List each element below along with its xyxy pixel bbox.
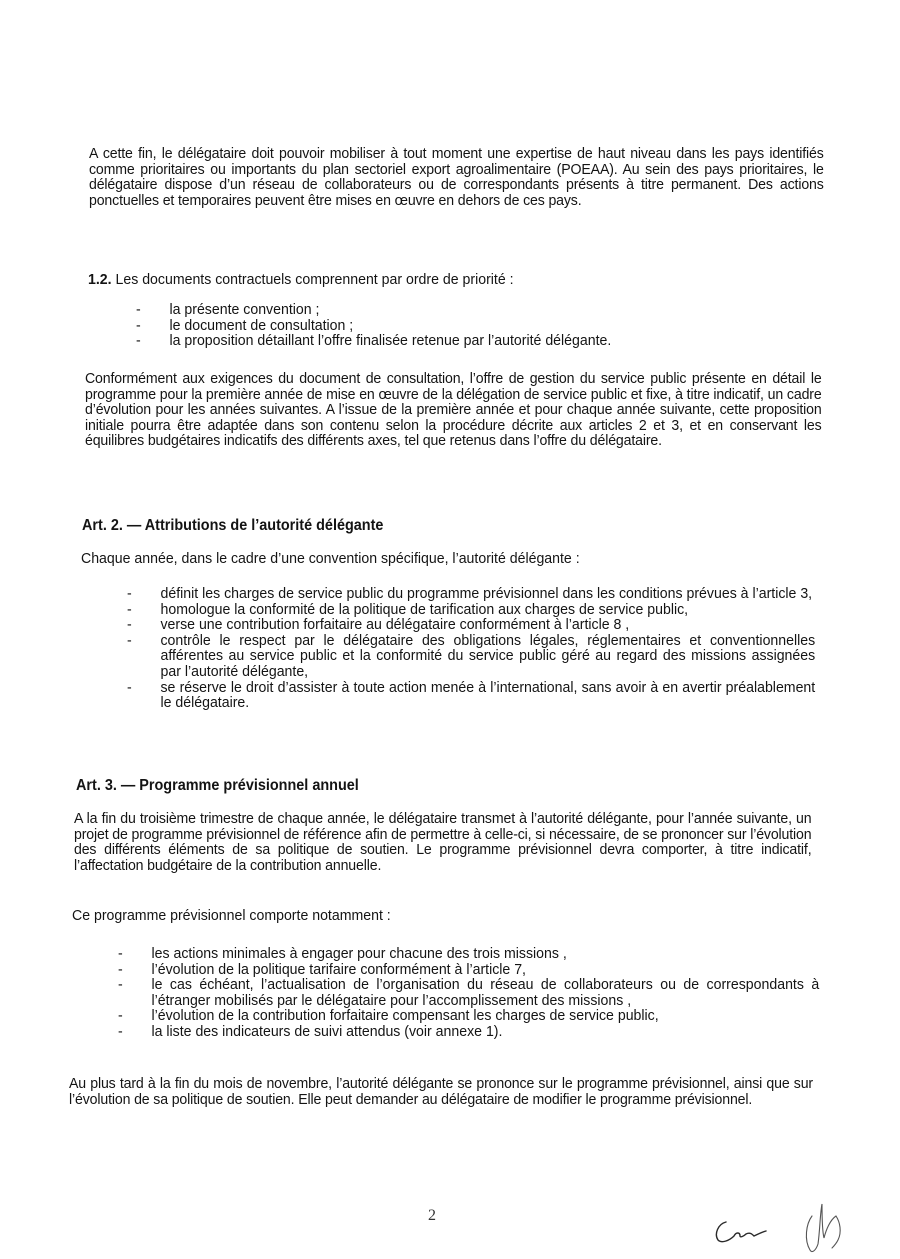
bullet-dash: - xyxy=(127,585,132,602)
list-item-text: verse une contribution forfaitaire au délégataire conformément à l’article 8 , xyxy=(160,616,630,634)
contract-documents-list xyxy=(136,302,852,349)
article-2-lead: Chaque année, dans le cadre d’une convention spécifique, l’autorité délégante : xyxy=(81,550,580,567)
list-item xyxy=(127,602,815,618)
bullet-dash: - xyxy=(127,631,132,649)
section-1-2-lead-text: Les documents contractuels comprennent par ordre de priorité : xyxy=(111,271,514,288)
article-3-paragraph-2 xyxy=(69,1076,813,1107)
page-number: 2 xyxy=(428,1207,436,1224)
bullet-dash: - xyxy=(118,976,123,994)
list-item xyxy=(118,977,819,1008)
list-item-text: la liste des indicateurs de suivi attendus (voir annexe 1). xyxy=(151,1022,503,1040)
list-item-text: l’évolution de la contribution forfaitaire compensant les charges de service public, xyxy=(151,1007,659,1025)
list-item xyxy=(118,1024,819,1040)
bullet-dash: - xyxy=(127,600,132,618)
bullet-dash: - xyxy=(136,316,141,334)
list-item xyxy=(127,680,815,711)
bullet-dash: - xyxy=(118,945,123,962)
bullet-dash: - xyxy=(127,678,132,696)
list-item-text: la proposition détaillant l’offre finalisée retenue par l’autorité délégante. xyxy=(169,332,612,350)
list-item xyxy=(118,946,819,962)
bullet-dash: - xyxy=(136,332,141,350)
section-1-2-paragraph xyxy=(85,371,822,449)
article-3-paragraph-1 xyxy=(74,811,811,873)
bullet-dash: - xyxy=(118,1022,123,1040)
initials-stroke xyxy=(716,1222,766,1242)
article-2-list xyxy=(127,586,815,711)
article-3-paragraph-2-text: Au plus tard à la fin du mois de novembre, l’autorité délégante se prononce sur le programme prévisionnel, ainsi que sur l’évolution de sa politique de soutien. Elle peut demander au délégataire de modifier le programme prévisionnel. xyxy=(69,1075,813,1108)
bullet-dash: - xyxy=(118,960,123,978)
list-item-text: définit les charges de service public du programme prévisionnel dans les conditions prévues à l’article 3, xyxy=(160,585,813,602)
list-item xyxy=(136,318,852,334)
list-item-text: le cas échéant, l’actualisation de l’organisation du réseau de collaborateurs ou de correspondants à l’étranger mobilisés par le délégataire pour l’accomplissement des missions , xyxy=(151,976,820,1009)
article-3-paragraph-1-text: A la fin du troisième trimestre de chaque année, le délégataire transmet à l’autorité délégante, pour l’année suivante, un projet de programme prévisionnel de référence afin de permettre à celle-ci, si nécessaire, de se prononcer sur l’évolution des différents éléments de sa politique de soutien. Le programme prévisionnel devra comporter, à titre indicatif, l’affectation budgétaire de la contribution annuelle. xyxy=(74,810,812,874)
list-item-text: l’évolution de la politique tarifaire conformément à l’article 7, xyxy=(151,960,526,978)
list-item xyxy=(118,1008,819,1024)
intro-paragraph xyxy=(89,146,824,208)
list-item-text: la présente convention ; xyxy=(169,301,320,318)
article-3-heading: Art. 3. — Programme prévisionnel annuel xyxy=(76,777,359,794)
article-3-lead: Ce programme prévisionnel comporte notamment : xyxy=(72,907,391,924)
bullet-dash: - xyxy=(118,1007,123,1025)
section-1-2-number: 1.2. xyxy=(88,271,112,288)
list-item-text: se réserve le droit d’assister à toute action menée à l’international, sans avoir à en avertir préalablement le délégataire. xyxy=(160,678,816,712)
article-2-heading: Art. 2. — Attributions de l’autorité délégante xyxy=(82,517,384,534)
initials-signature-2 xyxy=(800,1200,860,1255)
list-item xyxy=(118,962,819,978)
initials-stroke xyxy=(806,1204,840,1252)
list-item-text: homologue la conformité de la politique de tarification aux charges de service public, xyxy=(160,600,689,618)
list-item xyxy=(127,633,815,680)
intro-paragraph-text: A cette fin, le délégataire doit pouvoir mobiliser à tout moment une expertise de haut niveau dans les pays identifiés comme prioritaires ou importants du plan sectoriel export agroalimentaire (POEAA). Au sein des pays prioritaires, le délégataire dispose d’un réseau de collaborateurs ou de correspondants présents à titre permanent. Des actions ponctuelles et temporaires peuvent être mises en œuvre en dehors de ces pays. xyxy=(89,145,824,209)
list-item xyxy=(127,617,815,633)
list-item xyxy=(127,586,815,602)
section-1-2-paragraph-text: Conformément aux exigences du document de consultation, l’offre de gestion du service public présente en détail le programme pour la première année de mise en œuvre de la délégation de service public et fixe, à titre indicatif, un cadre d’évolution pour les années suivantes. A l’issue de la première année et pour chaque année suivante, cette proposition initiale pourra être adaptée dans son contenu selon la procédure décrite aux articles 2 et 3, et en conservant les équilibres budgétaires indicatifs des différents axes, tel que retenus dans l’offre du délégataire. xyxy=(85,370,822,450)
bullet-dash: - xyxy=(127,616,132,634)
list-item-text: contrôle le respect par le délégataire des obligations légales, réglementaires et conventionnelles afférentes au service public et la conformité du service public géré au regard des missions assignées par l’autorité délégante, xyxy=(160,631,816,680)
list-item xyxy=(136,333,852,349)
section-1-2-lead xyxy=(88,272,514,288)
bullet-dash: - xyxy=(136,301,141,318)
list-item xyxy=(136,302,852,318)
article-3-list xyxy=(118,946,819,1040)
list-item-text: les actions minimales à engager pour chacune des trois missions , xyxy=(151,945,567,962)
initials-signature-1 xyxy=(712,1210,772,1250)
list-item-text: le document de consultation ; xyxy=(169,316,354,334)
